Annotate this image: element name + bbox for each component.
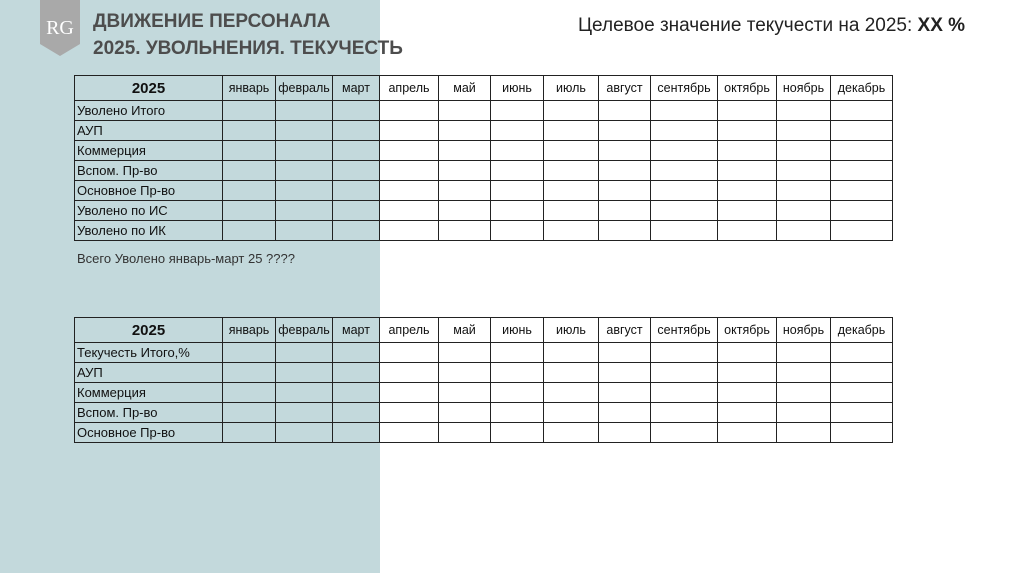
value-cell[interactable] [223, 403, 276, 423]
value-cell[interactable] [491, 363, 544, 383]
value-cell[interactable] [831, 181, 893, 201]
value-cell[interactable] [223, 221, 276, 241]
month-header: апрель [380, 318, 439, 343]
value-cell[interactable] [599, 343, 651, 363]
value-cell[interactable] [777, 201, 831, 221]
value-cell[interactable] [276, 101, 333, 121]
target-label: Целевое значение текучести на 2025: [578, 15, 913, 36]
month-header: январь [223, 318, 276, 343]
row-label: Основное Пр-во [75, 181, 223, 201]
value-cell[interactable] [718, 161, 777, 181]
value-cell[interactable] [718, 221, 777, 241]
value-cell[interactable] [599, 363, 651, 383]
value-cell[interactable] [777, 363, 831, 383]
value-cell[interactable] [491, 141, 544, 161]
month-header: сентябрь [651, 76, 718, 101]
value-cell[interactable] [333, 403, 380, 423]
value-cell[interactable] [491, 201, 544, 221]
value-cell[interactable] [599, 161, 651, 181]
value-cell[interactable] [831, 403, 893, 423]
value-cell[interactable] [223, 101, 276, 121]
value-cell[interactable] [491, 121, 544, 141]
value-cell[interactable] [651, 201, 718, 221]
value-cell[interactable] [276, 343, 333, 363]
value-cell[interactable] [599, 221, 651, 241]
table-row [75, 181, 893, 201]
month-header: октябрь [718, 76, 777, 101]
value-cell[interactable] [491, 423, 544, 443]
table-row [75, 201, 893, 221]
value-cell[interactable] [276, 201, 333, 221]
value-cell[interactable] [651, 101, 718, 121]
value-cell[interactable] [333, 363, 380, 383]
value-cell[interactable] [718, 121, 777, 141]
value-cell[interactable] [544, 383, 599, 403]
month-header: октябрь [718, 318, 777, 343]
title-line-1: ДВИЖЕНИЕ ПЕРСОНАЛА [93, 11, 331, 32]
value-cell[interactable] [718, 383, 777, 403]
value-cell[interactable] [223, 161, 276, 181]
value-cell[interactable] [439, 141, 491, 161]
value-cell[interactable] [380, 423, 439, 443]
value-cell[interactable] [599, 383, 651, 403]
value-cell[interactable] [276, 161, 333, 181]
value-cell[interactable] [223, 201, 276, 221]
value-cell[interactable] [380, 383, 439, 403]
header-row [75, 76, 893, 101]
month-header: май [439, 318, 491, 343]
value-cell[interactable] [491, 403, 544, 423]
value-cell[interactable] [380, 141, 439, 161]
table-row [75, 343, 893, 363]
value-cell[interactable] [380, 221, 439, 241]
value-cell[interactable] [718, 363, 777, 383]
table-row [75, 403, 893, 423]
value-cell[interactable] [333, 101, 380, 121]
value-cell[interactable] [599, 403, 651, 423]
value-cell[interactable] [223, 121, 276, 141]
value-cell[interactable] [831, 221, 893, 241]
month-header: май [439, 76, 491, 101]
company-logo-icon [40, 0, 80, 56]
value-cell[interactable] [544, 363, 599, 383]
value-cell[interactable] [491, 161, 544, 181]
value-cell[interactable] [777, 101, 831, 121]
row-label: Уволено по ИК [75, 221, 223, 241]
value-cell[interactable] [544, 423, 599, 443]
value-cell[interactable] [544, 201, 599, 221]
value-cell[interactable] [718, 423, 777, 443]
month-header: январь [223, 76, 276, 101]
value-cell[interactable] [439, 201, 491, 221]
row-label: Текучесть Итого,% [75, 343, 223, 363]
value-cell[interactable] [491, 221, 544, 241]
value-cell[interactable] [223, 383, 276, 403]
value-cell[interactable] [544, 141, 599, 161]
value-cell[interactable] [831, 121, 893, 141]
value-cell[interactable] [439, 343, 491, 363]
value-cell[interactable] [333, 141, 380, 161]
value-cell[interactable] [491, 101, 544, 121]
value-cell[interactable] [599, 141, 651, 161]
row-label: Основное Пр-во [75, 423, 223, 443]
table-row [75, 221, 893, 241]
value-cell[interactable] [777, 121, 831, 141]
row-label: АУП [75, 363, 223, 383]
table-row [75, 141, 893, 161]
value-cell[interactable] [439, 423, 491, 443]
value-cell[interactable] [380, 181, 439, 201]
value-cell[interactable] [777, 383, 831, 403]
value-cell[interactable] [544, 343, 599, 363]
row-label: Коммерция [75, 383, 223, 403]
value-cell[interactable] [718, 343, 777, 363]
table-row [75, 423, 893, 443]
row-label: Вспом. Пр-во [75, 403, 223, 423]
value-cell[interactable] [491, 181, 544, 201]
month-header: июль [544, 76, 599, 101]
value-cell[interactable] [333, 181, 380, 201]
value-cell[interactable] [333, 201, 380, 221]
row-label: АУП [75, 121, 223, 141]
value-cell[interactable] [777, 161, 831, 181]
value-cell[interactable] [651, 181, 718, 201]
month-header: ноябрь [777, 318, 831, 343]
value-cell[interactable] [223, 181, 276, 201]
title-line-2: 2025. УВОЛЬНЕНИЯ. ТЕКУЧЕСТЬ [93, 38, 403, 59]
turnover-table [74, 317, 893, 443]
dismissals-table [74, 75, 893, 241]
value-cell[interactable] [380, 363, 439, 383]
value-cell[interactable] [651, 383, 718, 403]
value-cell[interactable] [439, 403, 491, 423]
value-cell[interactable] [831, 343, 893, 363]
value-cell[interactable] [223, 423, 276, 443]
value-cell[interactable] [718, 141, 777, 161]
target-value: XX % [917, 15, 966, 36]
value-cell[interactable] [439, 221, 491, 241]
value-cell[interactable] [544, 121, 599, 141]
month-header: август [599, 318, 651, 343]
value-cell[interactable] [651, 403, 718, 423]
value-cell[interactable] [333, 121, 380, 141]
value-cell[interactable] [651, 343, 718, 363]
value-cell[interactable] [333, 221, 380, 241]
month-header: март [333, 76, 380, 101]
value-cell[interactable] [599, 201, 651, 221]
value-cell[interactable] [333, 423, 380, 443]
year-header: 2025 [75, 318, 223, 343]
value-cell[interactable] [276, 403, 333, 423]
value-cell[interactable] [651, 221, 718, 241]
value-cell[interactable] [599, 181, 651, 201]
month-header: февраль [276, 76, 333, 101]
value-cell[interactable] [276, 121, 333, 141]
value-cell[interactable] [718, 181, 777, 201]
value-cell[interactable] [651, 423, 718, 443]
value-cell[interactable] [276, 221, 333, 241]
value-cell[interactable] [777, 423, 831, 443]
value-cell[interactable] [223, 343, 276, 363]
value-cell[interactable] [831, 101, 893, 121]
value-cell[interactable] [439, 181, 491, 201]
row-label: Уволено Итого [75, 101, 223, 121]
value-cell[interactable] [276, 383, 333, 403]
value-cell[interactable] [599, 423, 651, 443]
value-cell[interactable] [777, 403, 831, 423]
month-header: февраль [276, 318, 333, 343]
value-cell[interactable] [544, 161, 599, 181]
value-cell[interactable] [831, 201, 893, 221]
value-cell[interactable] [439, 161, 491, 181]
month-header: март [333, 318, 380, 343]
value-cell[interactable] [831, 423, 893, 443]
value-cell[interactable] [544, 101, 599, 121]
month-header: ноябрь [777, 76, 831, 101]
value-cell[interactable] [544, 403, 599, 423]
value-cell[interactable] [651, 363, 718, 383]
value-cell[interactable] [276, 141, 333, 161]
value-cell[interactable] [276, 363, 333, 383]
value-cell[interactable] [777, 141, 831, 161]
value-cell[interactable] [651, 121, 718, 141]
value-cell[interactable] [831, 383, 893, 403]
row-label: Коммерция [75, 141, 223, 161]
month-header: апрель [380, 76, 439, 101]
target-turnover [578, 15, 965, 37]
value-cell[interactable] [651, 141, 718, 161]
month-header: июль [544, 318, 599, 343]
value-cell[interactable] [333, 383, 380, 403]
value-cell[interactable] [439, 121, 491, 141]
value-cell[interactable] [651, 161, 718, 181]
svg-text:RG: RG [46, 17, 74, 39]
value-cell[interactable] [276, 181, 333, 201]
year-header: 2025 [75, 76, 223, 101]
value-cell[interactable] [718, 201, 777, 221]
value-cell[interactable] [223, 363, 276, 383]
value-cell[interactable] [333, 161, 380, 181]
value-cell[interactable] [491, 383, 544, 403]
value-cell[interactable] [831, 161, 893, 181]
value-cell[interactable] [777, 221, 831, 241]
value-cell[interactable] [223, 141, 276, 161]
table-row [75, 101, 893, 121]
value-cell[interactable] [544, 181, 599, 201]
value-cell[interactable] [491, 343, 544, 363]
header-row [75, 318, 893, 343]
value-cell[interactable] [439, 101, 491, 121]
value-cell[interactable] [276, 423, 333, 443]
month-header: август [599, 76, 651, 101]
value-cell[interactable] [777, 181, 831, 201]
month-header: сентябрь [651, 318, 718, 343]
value-cell[interactable] [333, 343, 380, 363]
value-cell[interactable] [439, 363, 491, 383]
value-cell[interactable] [718, 101, 777, 121]
value-cell[interactable] [718, 403, 777, 423]
value-cell[interactable] [777, 343, 831, 363]
value-cell[interactable] [380, 121, 439, 141]
table-row [75, 121, 893, 141]
value-cell[interactable] [380, 343, 439, 363]
value-cell[interactable] [439, 383, 491, 403]
page-title [93, 8, 403, 62]
value-cell[interactable] [380, 161, 439, 181]
value-cell[interactable] [544, 221, 599, 241]
value-cell[interactable] [380, 101, 439, 121]
month-header: июнь [491, 318, 544, 343]
table-row [75, 383, 893, 403]
value-cell[interactable] [831, 141, 893, 161]
row-label: Вспом. Пр-во [75, 161, 223, 181]
value-cell[interactable] [831, 363, 893, 383]
month-header: декабрь [831, 318, 893, 343]
value-cell[interactable] [380, 403, 439, 423]
total-dismissed-note: Всего Уволено январь-март 25 ???? [77, 251, 295, 266]
month-header: июнь [491, 76, 544, 101]
value-cell[interactable] [599, 101, 651, 121]
table-row [75, 161, 893, 181]
row-label: Уволено по ИС [75, 201, 223, 221]
value-cell[interactable] [599, 121, 651, 141]
table-row [75, 363, 893, 383]
value-cell[interactable] [380, 201, 439, 221]
month-header: декабрь [831, 76, 893, 101]
